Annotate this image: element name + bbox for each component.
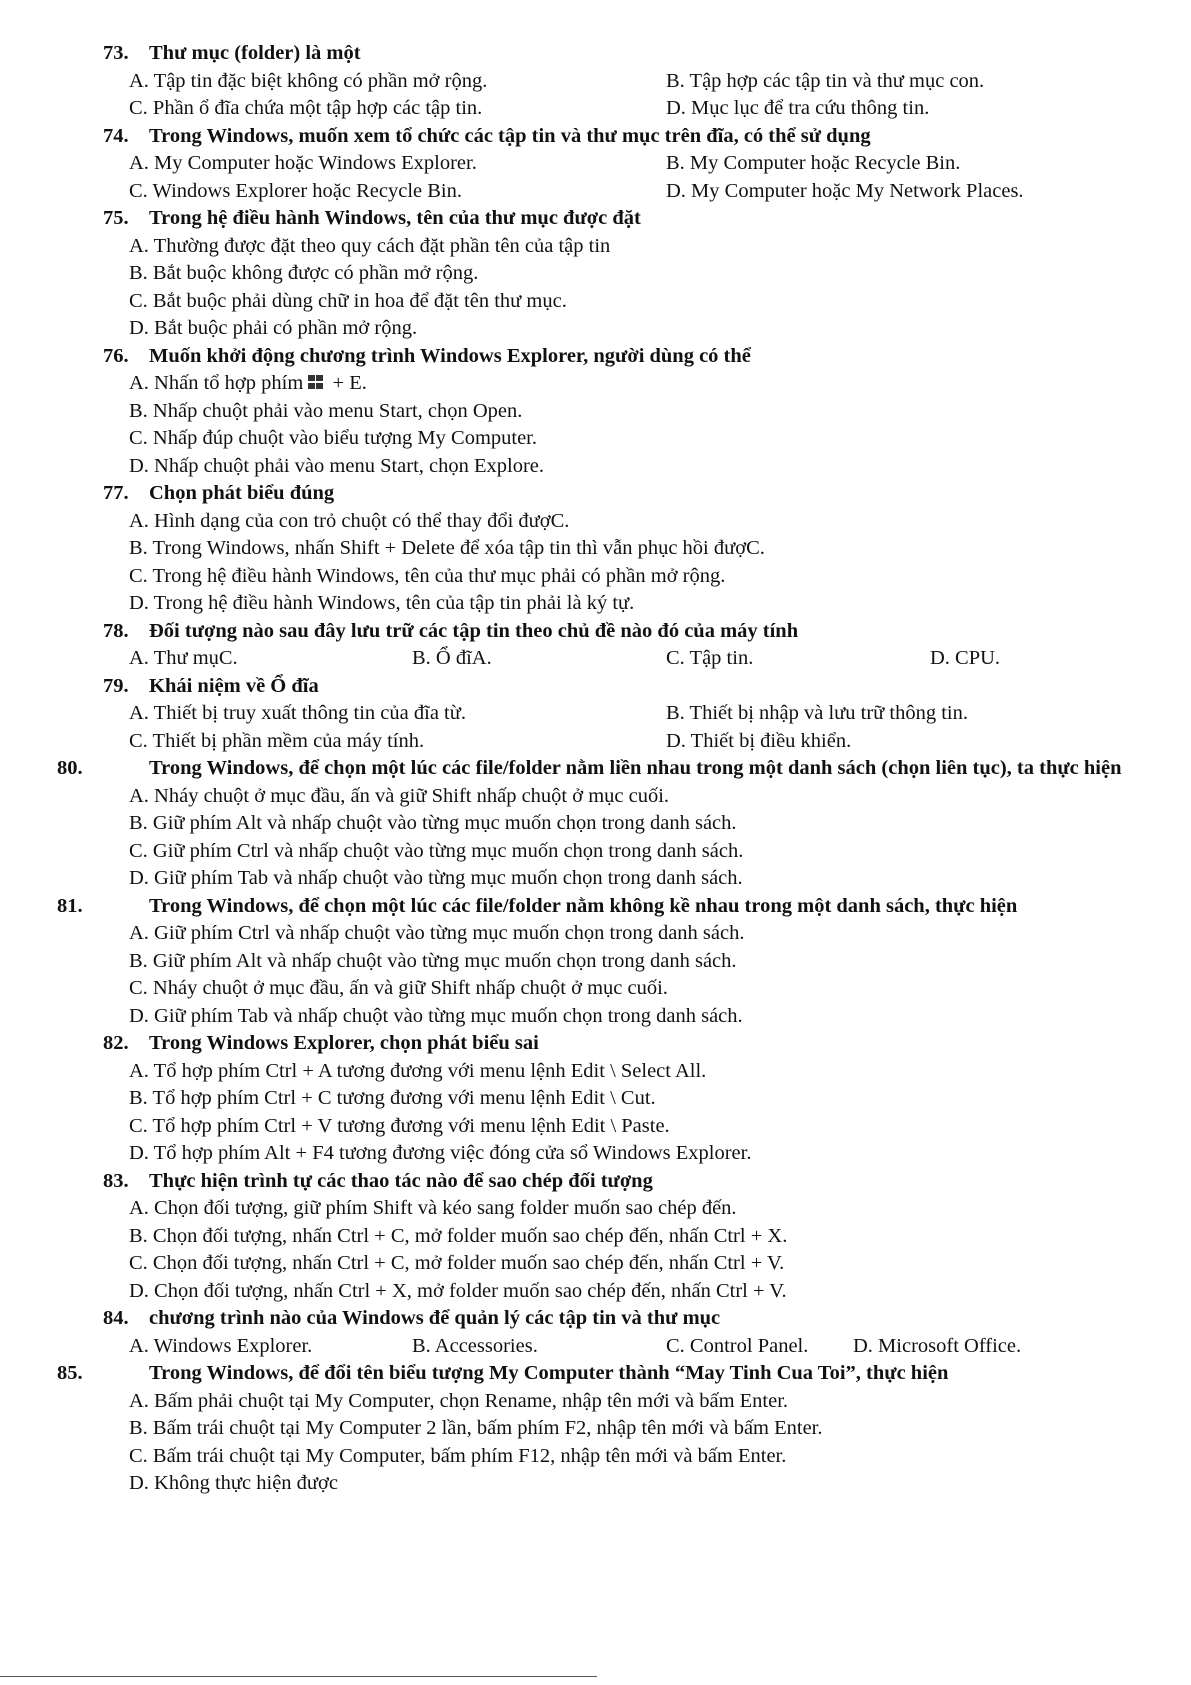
answer-option: C. Thiết bị phần mềm của máy tính. xyxy=(129,729,425,752)
question-84 xyxy=(0,1305,1191,1360)
answer-option: B. Giữ phím Alt và nhấp chuột vào từng mục muốn chọn trong danh sách. xyxy=(129,949,737,972)
answer-option: A. Thiết bị truy xuất thông tin của đĩa từ. xyxy=(129,702,466,724)
answer-option: D. Trong hệ điều hành Windows, tên của tập tin phải là ký tự. xyxy=(129,592,635,614)
answer-option: D. Microsoft Office. xyxy=(853,1334,1022,1357)
question-text: Trong hệ điều hành Windows, tên của thư mục được đặt xyxy=(149,207,641,229)
windows-key-icon xyxy=(308,375,324,390)
question-number: 82. xyxy=(103,1032,129,1054)
answer-option: B. Tổ hợp phím Ctrl + C tương đương với menu lệnh Edit \ Cut. xyxy=(129,1087,656,1109)
answer-option: B. Accessories. xyxy=(412,1334,538,1357)
answer-option: D. Không thực hiện được xyxy=(129,1472,338,1494)
question-text: Thư mục (folder) là một xyxy=(149,42,361,64)
question-83 xyxy=(0,1168,1191,1306)
answer-option: A. Nháy chuột ở mục đầu, ấn và giữ Shift nhấp chuột ở mục cuối. xyxy=(129,784,670,807)
question-list xyxy=(0,40,1191,1498)
question-text: Đối tượng nào sau đây lưu trữ các tập tin theo chủ đề nào đó của máy tính xyxy=(149,619,799,642)
answer-option: C. Chọn đối tượng, nhấn Ctrl + C, mở folder muốn sao chép đến, nhấn Ctrl + V. xyxy=(129,1252,785,1274)
answer-row xyxy=(0,68,1191,96)
answer-option: D. Bắt buộc phải có phần mở rộng. xyxy=(129,317,418,339)
answer-option: D. Chọn đối tượng, nhấn Ctrl + X, mở folder muốn sao chép đến, nhấn Ctrl + V. xyxy=(129,1279,787,1302)
question-stem xyxy=(0,40,1083,68)
question-text: Khái niệm về Ổ đĩa xyxy=(149,674,319,697)
question-number: 84. xyxy=(103,1307,129,1329)
answer-option: C. Nháy chuột ở mục đầu, ấn và giữ Shift nhấp chuột ở mục cuối. xyxy=(129,977,668,999)
question-85 xyxy=(0,1360,1191,1498)
answer-row xyxy=(0,178,1191,206)
answer-option: C. Phần ổ đĩa chứa một tập hợp các tập tin. xyxy=(129,97,483,119)
question-stem xyxy=(0,1305,1083,1333)
answer-option: B. Bắt buộc không được có phần mở rộng. xyxy=(129,262,479,284)
answer-option: B. Chọn đối tượng, nhấn Ctrl + C, mở folder muốn sao chép đến, nhấn Ctrl + X. xyxy=(129,1224,788,1247)
answer-option: C. Trong hệ điều hành Windows, tên của thư mục phải có phần mở rộng. xyxy=(129,564,726,587)
answer-option: D. Thiết bị điều khiển. xyxy=(666,729,852,752)
question-text: Trong Windows, để chọn một lúc các file/folder nằm không kề nhau trong một danh sách, thực hiện xyxy=(149,894,1018,917)
question-stem xyxy=(0,893,1129,921)
answer-option: B. Thiết bị nhập và lưu trữ thông tin. xyxy=(666,702,968,724)
answer-option: A. Tập tin đặc biệt không có phần mở rộng. xyxy=(129,69,488,92)
question-number: 79. xyxy=(103,674,129,697)
answer-option: C. Tập tin. xyxy=(666,647,754,669)
answer-option: B. Tập hợp các tập tin và thư mục con. xyxy=(666,69,985,92)
question-73 xyxy=(0,40,1191,123)
question-stem xyxy=(0,205,1083,233)
answer-row xyxy=(0,95,1191,123)
question-78 xyxy=(0,618,1191,673)
question-74 xyxy=(0,123,1191,206)
answer-row xyxy=(0,645,1191,673)
answer-option: A. Giữ phím Ctrl và nhấp chuột vào từng mục muốn chọn trong danh sách. xyxy=(129,922,745,944)
answer-option: A. Hình dạng của con trỏ chuột có thể thay đổi đượC. xyxy=(129,509,570,532)
answer-option: A. Thư mụC. xyxy=(129,647,238,669)
question-text: Trong Windows, muốn xem tổ chức các tập tin và thư mục trên đĩa, có thể sử dụng xyxy=(149,124,871,147)
question-number: 80. xyxy=(57,757,83,779)
answer-row xyxy=(0,728,1191,756)
question-stem xyxy=(0,755,1129,783)
question-75 xyxy=(0,205,1191,343)
answer-option: B. Bấm trái chuột tại My Computer 2 lần, bấm phím F2, nhập tên mới và bấm Enter. xyxy=(129,1417,823,1439)
question-stem xyxy=(0,1030,1083,1058)
question-number: 85. xyxy=(57,1362,83,1384)
question-number: 73. xyxy=(103,42,129,64)
answer-option: D. Giữ phím Tab và nhấp chuột vào từng mục muốn chọn trong danh sách. xyxy=(129,1004,743,1027)
question-stem xyxy=(0,123,1083,151)
answer-option: B. Giữ phím Alt và nhấp chuột vào từng mục muốn chọn trong danh sách. xyxy=(129,812,737,834)
answer-option: A. Bấm phải chuột tại My Computer, chọn Rename, nhập tên mới và bấm Enter. xyxy=(129,1389,789,1412)
question-number: 74. xyxy=(103,124,129,147)
answer-row xyxy=(0,150,1191,178)
question-number: 76. xyxy=(103,344,129,367)
question-stem xyxy=(0,343,1083,371)
question-text: Trong Windows Explorer, chọn phát biểu sai xyxy=(149,1032,539,1054)
question-80 xyxy=(0,755,1191,893)
question-text: Thực hiện trình tự các thao tác nào để sao chép đối tượng xyxy=(149,1169,653,1192)
answer-option: A. Thường được đặt theo quy cách đặt phần tên của tập tin xyxy=(129,234,611,257)
answer-option: D. Tổ hợp phím Alt + F4 tương đương việc đóng cửa sổ Windows Explorer. xyxy=(129,1142,752,1164)
answer-option: A. My Computer hoặc Windows Explorer. xyxy=(129,152,477,174)
answer-option: C. Tổ hợp phím Ctrl + V tương đương với menu lệnh Edit \ Paste. xyxy=(129,1114,670,1137)
answer-option: C. Windows Explorer hoặc Recycle Bin. xyxy=(129,179,462,202)
question-number: 78. xyxy=(103,619,129,642)
question-number: 83. xyxy=(103,1169,129,1192)
question-text: Trong Windows, để đổi tên biểu tượng My Computer thành “May Tinh Cua Toi”, thực hiện xyxy=(149,1362,949,1384)
question-82 xyxy=(0,1030,1191,1168)
answer-option: D. Nhấp chuột phải vào menu Start, chọn Explore. xyxy=(129,454,545,477)
answer-option: C. Nhấp đúp chuột vào biểu tượng My Computer. xyxy=(129,427,537,449)
answer-option: B. Nhấp chuột phải vào menu Start, chọn Open. xyxy=(129,399,523,422)
answer-option: A. Windows Explorer. xyxy=(129,1334,313,1357)
question-number: 75. xyxy=(103,207,129,229)
answer-option: C. Bắt buộc phải dùng chữ in hoa để đặt tên thư mục. xyxy=(129,289,567,312)
answer-option: B. Trong Windows, nhấn Shift + Delete để xóa tập tin thì vẫn phục hồi đượC. xyxy=(129,537,765,559)
question-stem xyxy=(0,673,1083,701)
question-77 xyxy=(0,480,1191,618)
answer-option: A. Nhấn tổ hợp phím + E. xyxy=(129,372,367,394)
footer-rule xyxy=(0,1676,597,1677)
question-stem xyxy=(0,480,1083,508)
question-79 xyxy=(0,673,1191,756)
answer-option: B. Ổ đĩA. xyxy=(412,647,492,669)
question-text: Chọn phát biểu đúng xyxy=(149,482,335,504)
answer-option: A. Chọn đối tượng, giữ phím Shift và kéo sang folder muốn sao chép đến. xyxy=(129,1197,737,1219)
question-stem xyxy=(0,1168,1083,1196)
answer-option: A. Tổ hợp phím Ctrl + A tương đương với menu lệnh Edit \ Select All. xyxy=(129,1059,707,1082)
answer-option: D. My Computer hoặc My Network Places. xyxy=(666,179,1024,202)
question-81 xyxy=(0,893,1191,1031)
question-stem xyxy=(0,618,1083,646)
answer-option: D. CPU. xyxy=(930,647,1001,669)
answer-option: D. Mục lục để tra cứu thông tin. xyxy=(666,97,930,119)
answer-row xyxy=(0,1333,1191,1361)
answer-option: C. Control Panel. xyxy=(666,1334,809,1357)
question-number: 77. xyxy=(103,482,129,504)
answer-option: C. Giữ phím Ctrl và nhấp chuột vào từng mục muốn chọn trong danh sách. xyxy=(129,839,744,862)
question-text: Trong Windows, để chọn một lúc các file/folder nằm liền nhau trong một danh sách (chọn liên tục), ta thực hiện xyxy=(149,757,1122,779)
question-text: chương trình nào của Windows để quản lý các tập tin và thư mục xyxy=(149,1307,721,1329)
question-text: Muốn khởi động chương trình Windows Explorer, người dùng có thể xyxy=(149,344,751,367)
question-76 xyxy=(0,343,1191,481)
question-number: 81. xyxy=(57,894,83,917)
answer-option: B. My Computer hoặc Recycle Bin. xyxy=(666,152,961,174)
answer-option: C. Bấm trái chuột tại My Computer, bấm phím F12, nhập tên mới và bấm Enter. xyxy=(129,1444,787,1467)
question-stem xyxy=(0,1360,1129,1388)
answer-row xyxy=(0,700,1191,728)
answer-option: D. Giữ phím Tab và nhấp chuột vào từng mục muốn chọn trong danh sách. xyxy=(129,867,743,889)
